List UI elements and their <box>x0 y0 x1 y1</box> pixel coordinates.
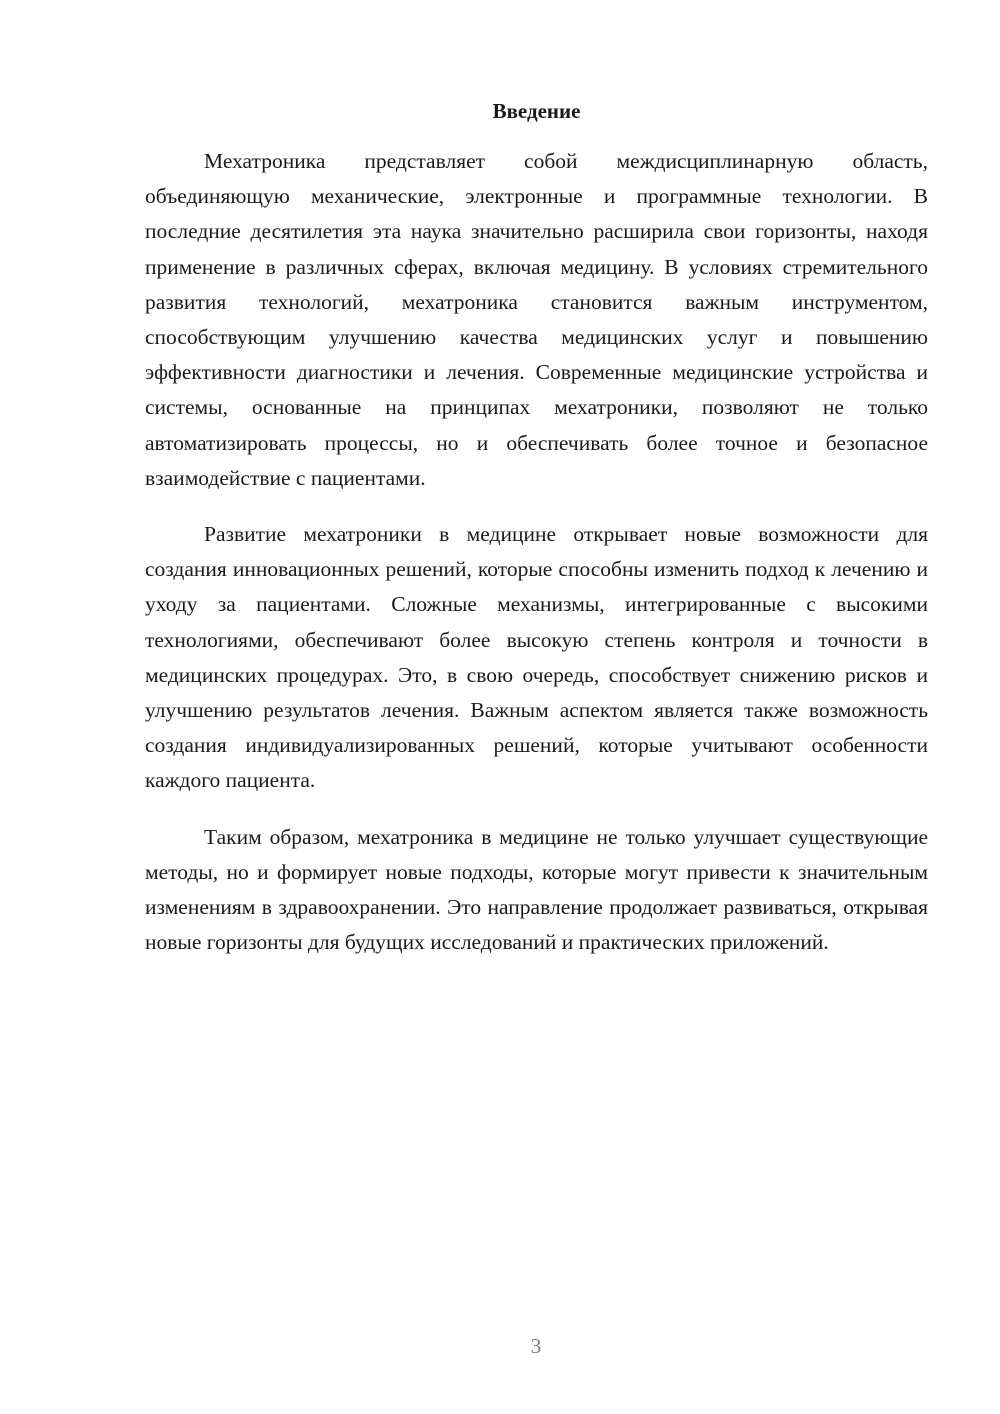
body-text <box>145 144 928 981</box>
section-heading: Введение <box>492 99 581 123</box>
paragraph-development: Развитие мехатроники в медицине открывает новые возможности для создания инновационных решений, которые способны изменить подход к лечению и уходу за пациентами. Сложные механизмы, интегрированные с высокими технологиями, обеспечивают более высокую степень контроля и точности в медицинских процедурах. Это, в свою очередь, способствует снижению рисков и улучшению результатов лечения. Важным аспектом является также возможность создания индивидуализированных решений, которые учитывают особенности каждого пациента. <box>145 522 928 793</box>
page-number: 3 <box>530 1334 542 1358</box>
paragraph-conclusion: Таким образом, мехатроника в медицине не только улучшает существующие методы, но и формирует новые подходы, которые могут привести к значительным изменениям в здравоохранении. Это направление продолжает развиваться, открывая новые горизонты для будущих исследований и практических приложений. <box>145 824 928 955</box>
paragraph-intro: Мехатроника представляет собой междисциплинарную область, объединяющую механические, электронные и программные технологии. В последние десятилетия эта наука значительно расширила свои горизонты, находя применение в различных сферах, включая медицину. В условиях стремительного развития технологий, мехатроника становится важным инструментом, способствующим улучшению качества медицинских услуг и повышению эффективности диагностики и лечения. Современные медицинские устройства и системы, основанные на принципах мехатроники, позволяют не только автоматизировать процессы, но и обеспечивать более точное и безопасное взаимодействие с пациентами. <box>145 149 928 490</box>
